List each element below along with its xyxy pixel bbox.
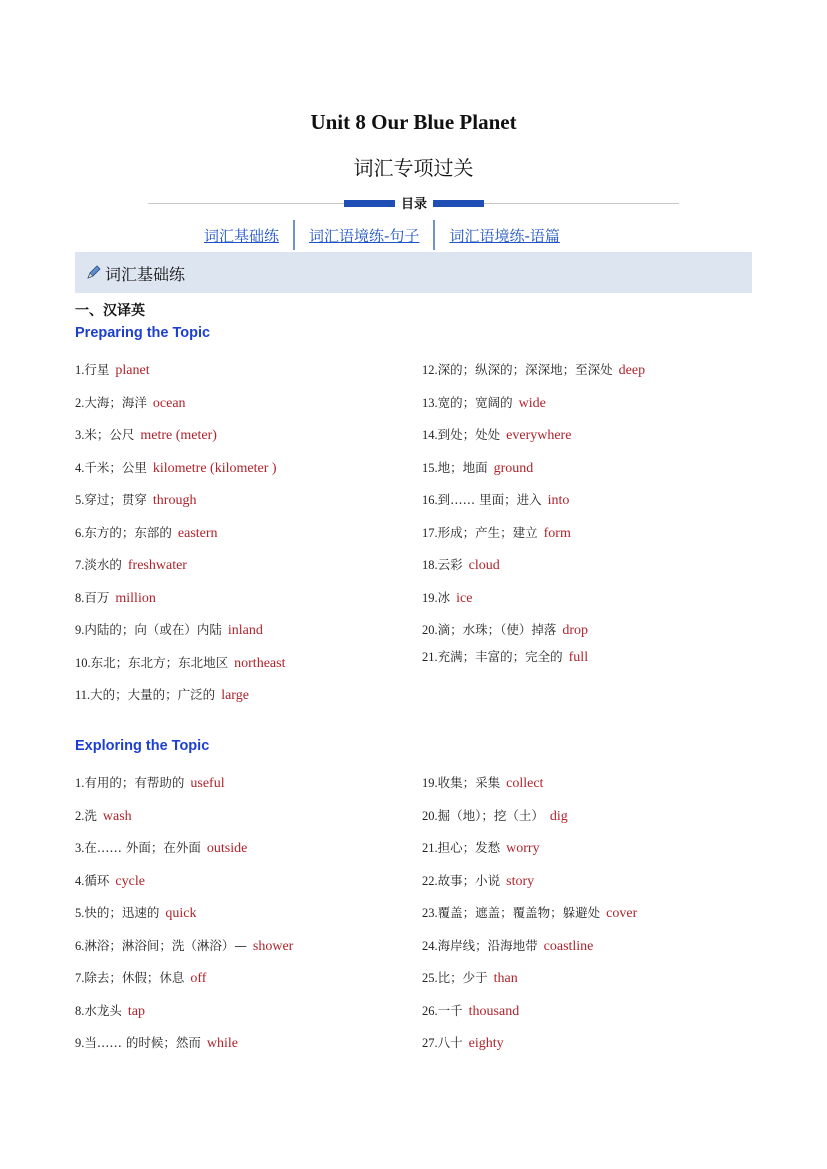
list-item <box>422 936 593 955</box>
item-chinese: 千米；公里 <box>84 459 147 475</box>
item-number: 22. <box>422 873 438 888</box>
toc-bar-left <box>344 200 396 207</box>
item-chinese: 担心；发愁 <box>437 840 501 855</box>
list-item <box>422 903 637 922</box>
item-chinese: 米；公尺 <box>84 427 135 442</box>
item-number: 27. <box>422 1036 438 1050</box>
item-chinese: 覆盖；遮盖；覆盖物；躲避处 <box>437 905 601 920</box>
item-number: 25. <box>422 971 438 985</box>
list-item <box>422 806 568 825</box>
list-item <box>75 588 156 607</box>
item-english: collect <box>506 776 544 791</box>
item-number: 24. <box>422 938 438 953</box>
item-chinese: 海岸线；沿海地带 <box>437 937 538 953</box>
list-item <box>422 393 546 412</box>
exercise-heading: 一、汉译英 <box>75 303 145 319</box>
list-item <box>75 806 132 825</box>
list-item <box>75 458 277 477</box>
item-chinese: 东北；东北方；东北地区 <box>90 654 229 670</box>
item-english: million <box>115 590 156 606</box>
item-chinese: 东方的；东部的 <box>84 524 172 540</box>
item-number: 7. <box>75 971 85 985</box>
item-chinese: 掘（地）；挖（土） <box>437 807 544 823</box>
list-item <box>422 360 645 379</box>
item-english: deep <box>618 363 646 378</box>
item-number: 7. <box>75 558 85 572</box>
item-number: 6. <box>75 938 85 953</box>
item-chinese: 快的；迅速的 <box>84 905 160 920</box>
item-number: 5. <box>75 906 85 920</box>
item-english: coastline <box>543 938 594 954</box>
item-number: 2. <box>75 808 85 823</box>
list-item <box>422 425 571 444</box>
item-english: eighty <box>468 1036 504 1051</box>
item-english: freshwater <box>127 558 187 573</box>
item-chinese: 深的；纵深的；深深地；至深处 <box>437 362 613 377</box>
item-chinese: 洗 <box>84 807 97 823</box>
item-chinese: 比；少于 <box>437 970 488 985</box>
list-item <box>422 1001 519 1020</box>
item-number: 1. <box>75 363 85 377</box>
list-item <box>75 523 218 542</box>
item-chinese: 充满；丰富的；完全的 <box>437 648 563 664</box>
item-english: story <box>506 873 535 889</box>
item-chinese: 在…… 外面；在外面 <box>84 840 201 855</box>
toc-links <box>190 219 574 251</box>
item-chinese: 地；地面 <box>437 459 488 475</box>
item-english: metre (meter) <box>140 428 217 443</box>
item-chinese: 收集；采集 <box>437 775 501 790</box>
toc-label: 目录 <box>395 193 433 212</box>
list-item <box>422 647 588 666</box>
list-item <box>75 871 145 890</box>
item-number: 4. <box>75 460 85 475</box>
list-item <box>75 1001 145 1020</box>
item-number: 16. <box>422 493 438 507</box>
item-number: 21. <box>422 649 438 664</box>
item-number: 23. <box>422 906 438 920</box>
list-item <box>422 555 500 574</box>
item-english: than <box>493 971 518 986</box>
item-english: ocean <box>152 395 186 411</box>
list-item <box>75 620 263 639</box>
list-item <box>422 458 533 477</box>
list-item <box>75 555 187 574</box>
list-item <box>75 903 197 922</box>
item-number: 11. <box>75 688 91 702</box>
item-number: 5. <box>75 493 85 507</box>
item-english: drop <box>562 623 589 638</box>
item-number: 2. <box>75 395 85 410</box>
item-chinese: 淡水的 <box>84 557 122 572</box>
item-chinese: 大的；大量的；广泛的 <box>90 687 216 702</box>
item-number: 21. <box>422 841 438 855</box>
item-english: full <box>568 649 589 665</box>
item-english: while <box>206 1036 238 1051</box>
item-english: off <box>190 971 207 986</box>
item-number: 9. <box>75 623 85 637</box>
item-english: planet <box>115 363 150 378</box>
item-chinese: 故事；小说 <box>437 872 501 888</box>
item-number: 26. <box>422 1003 438 1018</box>
item-english: cover <box>606 906 638 921</box>
item-english: shower <box>252 938 294 954</box>
item-english: tap <box>127 1003 145 1019</box>
list-item <box>75 490 196 509</box>
item-number: 13. <box>422 395 438 410</box>
item-number: 8. <box>75 1003 85 1018</box>
list-item <box>422 620 588 639</box>
item-english: wash <box>102 808 132 824</box>
item-chinese: 八十 <box>437 1035 463 1050</box>
item-chinese: 百万 <box>84 589 110 605</box>
item-number: 12. <box>422 363 438 377</box>
item-english: dig <box>549 808 568 824</box>
pencil-icon <box>86 264 102 280</box>
list-item <box>422 871 534 890</box>
item-english: cycle <box>115 873 145 889</box>
item-number: 18. <box>422 558 438 572</box>
item-number: 4. <box>75 873 85 888</box>
item-chinese: 大海；海洋 <box>84 394 147 410</box>
item-english: cloud <box>468 558 500 573</box>
item-number: 17. <box>422 525 438 540</box>
item-number: 15. <box>422 460 438 475</box>
list-item <box>422 1033 504 1052</box>
item-english: into <box>547 493 570 508</box>
list-item <box>422 968 518 987</box>
toc-bar-right <box>432 200 484 207</box>
item-chinese: 有用的；有帮助的 <box>84 775 185 790</box>
item-chinese: 行星 <box>84 362 110 377</box>
item-number: 19. <box>422 776 438 790</box>
item-number: 8. <box>75 590 85 605</box>
list-item <box>422 838 540 857</box>
list-item <box>75 936 293 955</box>
item-chinese: 除去；休假；休息 <box>84 970 185 985</box>
item-english: worry <box>506 841 540 856</box>
list-item <box>75 653 285 672</box>
item-english: ice <box>456 590 473 606</box>
item-chinese: 云彩 <box>437 557 463 572</box>
item-english: kilometre (kilometer ) <box>152 460 277 476</box>
item-chinese: 穿过；贯穿 <box>84 492 147 507</box>
section-title: 词汇基础练 <box>105 265 186 284</box>
item-chinese: 冰 <box>437 589 451 605</box>
item-english: wide <box>518 395 546 411</box>
item-english: form <box>543 525 571 541</box>
item-english: useful <box>190 776 225 791</box>
list-item <box>75 773 225 792</box>
list-item <box>75 425 217 444</box>
toc-link-sentences[interactable]: 词汇语境练-句子 <box>309 226 420 245</box>
item-english: through <box>152 493 197 508</box>
list-item <box>422 773 543 792</box>
item-chinese: 一千 <box>437 1002 463 1018</box>
item-chinese: 内陆的；向（或在）内陆 <box>84 622 222 637</box>
item-number: 6. <box>75 525 85 540</box>
item-chinese: 水龙头 <box>84 1002 122 1018</box>
list-item <box>422 588 472 607</box>
page-subtitle: 词汇专项过关 <box>353 156 474 180</box>
item-number: 9. <box>75 1036 85 1050</box>
item-english: northeast <box>234 655 286 671</box>
list-item <box>75 685 249 704</box>
toc-link-basic[interactable]: 词汇基础练 <box>204 226 280 245</box>
item-english: quick <box>165 906 197 921</box>
list-item <box>75 360 150 379</box>
item-number: 3. <box>75 428 85 442</box>
item-chinese: 到处；处处 <box>437 427 501 442</box>
list-item <box>75 838 247 857</box>
list-item <box>422 523 571 542</box>
topic-heading: Exploring the Topic <box>75 738 210 754</box>
list-item <box>75 968 206 987</box>
item-chinese: 宽的；宽阔的 <box>437 394 513 410</box>
item-english: inland <box>227 623 263 638</box>
item-english: outside <box>206 841 248 856</box>
item-english: thousand <box>468 1003 520 1019</box>
item-number: 14. <box>422 428 438 442</box>
section-header <box>75 252 752 293</box>
toc-link-passage[interactable]: 词汇语境练-语篇 <box>449 226 560 245</box>
item-chinese: 形成；产生；建立 <box>437 524 538 540</box>
item-english: large <box>221 688 249 703</box>
topic-heading: Preparing the Topic <box>75 325 211 341</box>
item-chinese: 到…… 里面；进入 <box>437 492 542 507</box>
item-number: 3. <box>75 841 85 855</box>
item-english: ground <box>493 460 534 476</box>
item-number: 1. <box>75 776 85 790</box>
item-chinese: 滴；水珠；（使）掉落 <box>437 622 557 637</box>
item-english: everywhere <box>506 428 572 443</box>
item-chinese: 当…… 的时候；然而 <box>84 1035 201 1050</box>
item-chinese: 淋浴；淋浴间；洗（淋浴）— <box>84 937 247 953</box>
list-item <box>422 490 569 509</box>
item-number: 10. <box>75 655 91 670</box>
item-chinese: 循环 <box>84 872 110 888</box>
item-english: eastern <box>177 525 218 541</box>
item-number: 19. <box>422 590 438 605</box>
list-item <box>75 1033 238 1052</box>
item-number: 20. <box>422 808 438 823</box>
item-number: 20. <box>422 623 438 637</box>
list-item <box>75 393 186 412</box>
page-title: Unit 8 Our Blue Planet <box>310 110 517 134</box>
